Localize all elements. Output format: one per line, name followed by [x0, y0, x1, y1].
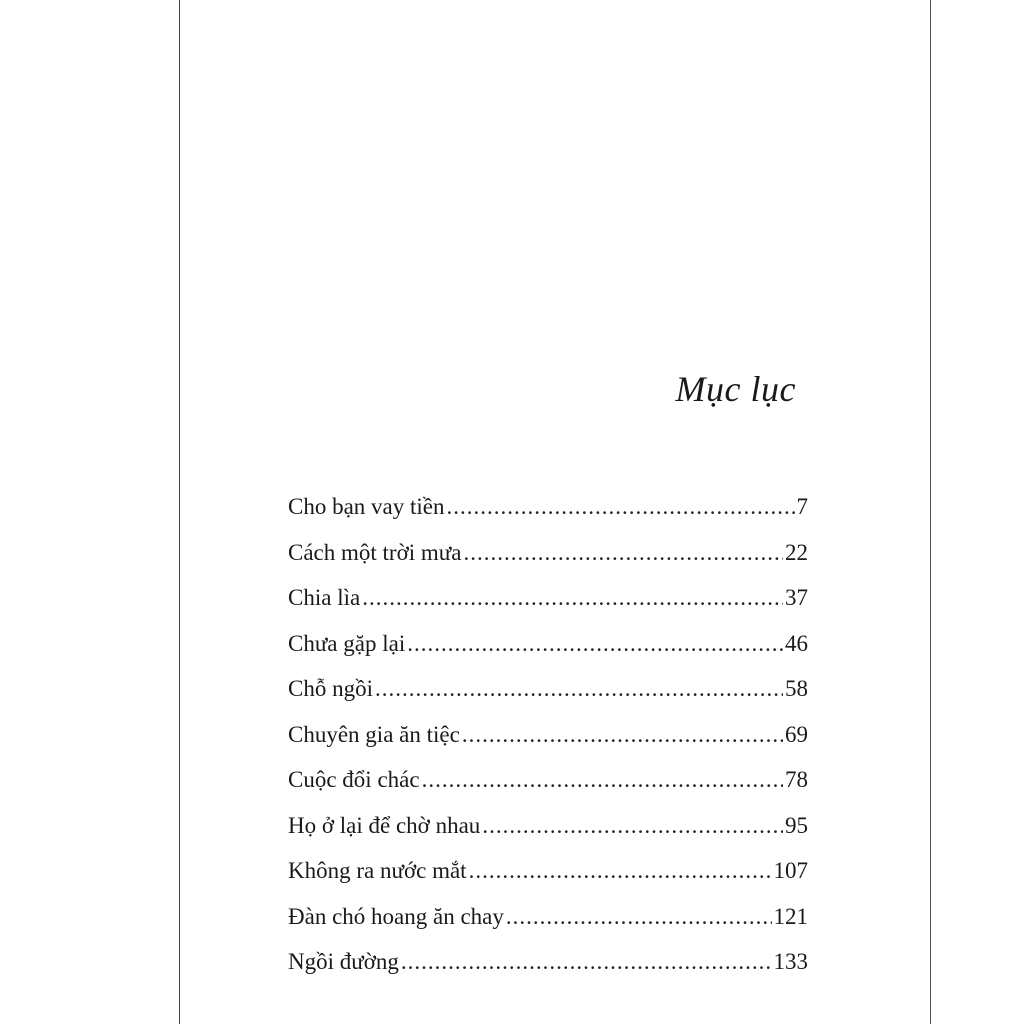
dot-leader — [462, 722, 783, 748]
dot-leader — [422, 767, 783, 793]
toc-entry-title: Cuộc đổi chác — [288, 767, 420, 792]
toc-entry-title: Họ ở lại để chờ nhau — [288, 812, 481, 838]
dot-leader — [362, 585, 783, 611]
toc-entry — [288, 813, 808, 859]
toc-entry — [288, 858, 808, 904]
toc-entry — [288, 494, 808, 540]
page-edge-right — [930, 0, 931, 1024]
toc-entry-page: 7 — [796, 494, 808, 519]
toc-entry — [288, 767, 808, 813]
dot-leader — [469, 858, 772, 884]
toc-entry — [288, 722, 808, 768]
toc-entry — [288, 904, 808, 950]
dot-leader — [482, 813, 783, 839]
toc-entry — [288, 540, 808, 586]
dot-leader — [447, 494, 795, 520]
table-of-contents — [288, 494, 808, 995]
toc-entry-title: Không ra nước mắt — [288, 858, 467, 883]
dot-leader — [506, 904, 772, 930]
toc-entry-title: Chỗ ngồi — [288, 676, 373, 701]
toc-entry-title: Đàn chó hoang ăn chay — [288, 903, 504, 929]
toc-entry — [288, 631, 808, 677]
toc-entry-page: 58 — [785, 676, 808, 701]
dot-leader — [401, 949, 772, 975]
toc-entry-page: 22 — [785, 539, 808, 565]
dot-leader — [463, 540, 783, 566]
toc-entry-page: 121 — [773, 903, 808, 929]
toc-entry-title: Chuyên gia ăn tiệc — [288, 721, 460, 747]
toc-entry — [288, 949, 808, 995]
toc-entry-page: 107 — [773, 858, 808, 883]
dot-leader — [407, 631, 783, 657]
dot-leader — [375, 676, 783, 702]
toc-entry-page: 37 — [785, 585, 808, 610]
toc-entry-title: Cho bạn vay tiền — [288, 494, 445, 519]
toc-entry-page: 78 — [785, 767, 808, 792]
page-edge-left — [179, 0, 180, 1024]
toc-entry-title: Chia lìa — [288, 585, 361, 610]
toc-entry-title: Cách một trời mưa — [288, 539, 462, 565]
toc-entry — [288, 676, 808, 722]
toc-entry-page: 46 — [785, 630, 808, 656]
toc-entry-page: 133 — [773, 949, 808, 974]
toc-entry — [288, 585, 808, 631]
toc-entry-page: 95 — [785, 812, 808, 838]
toc-entry-page: 69 — [785, 721, 808, 747]
toc-entry-title: Ngồi đường — [288, 949, 399, 974]
page-title: Mục lục — [675, 369, 796, 409]
toc-entry-title: Chưa gặp lại — [288, 630, 406, 656]
